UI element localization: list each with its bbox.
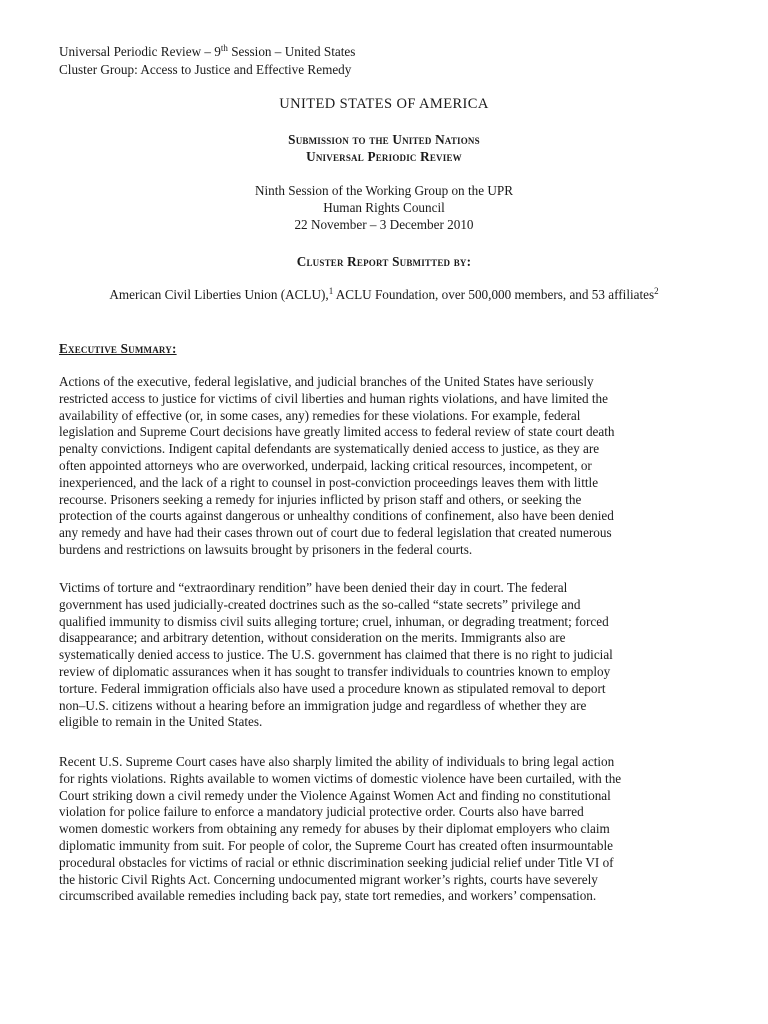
header-line-2: Cluster Group: Access to Justice and Effective Remedy: [59, 62, 352, 77]
text-line: restricted access to justice for victims of civil liberties and human rights violations, and have limited the: [59, 390, 608, 406]
text-line: the historic Civil Rights Act. Concerning undocumented migrant worker’s rights, courts have severely: [59, 871, 598, 887]
header-line-1: Universal Periodic Review – 9th Session – United States: [59, 43, 356, 59]
text-line: review of diplomatic assurances when it has sought to transfer individuals to countries known to employ: [59, 663, 611, 679]
text-line: legislation and Supreme Court decisions have greatly limited access to federal review of state court death: [59, 424, 615, 440]
footnote-ref-1[interactable]: 1: [328, 286, 334, 296]
text-line: Actions of the executive, federal legislative, and judicial branches of the United States have seriously: [59, 374, 594, 389]
paragraph-1: [59, 374, 719, 559]
text-line: Victims of torture and “extraordinary rendition” have been denied their day in court. The federal: [59, 580, 568, 595]
text-line: Recent U.S. Supreme Court cases have also sharply limited the ability of individuals to bring legal action: [59, 754, 615, 769]
paragraph-2: [59, 580, 719, 731]
session-line: 22 November – 3 December 2010: [294, 216, 474, 232]
text-line: diplomatic immunity from suit. For people of color, the Supreme Court has created often insurmountable: [59, 837, 613, 853]
paragraph-3: [59, 754, 719, 905]
text-line: qualified immunity to dismiss civil suits alleging torture; cruel, inhuman, or degrading treatment; forced: [59, 613, 609, 629]
submission-title-line-1: Submission to the United Nations: [288, 132, 480, 147]
text-line: often appointed attorneys who are overworked, underpaid, lacking critical resources, incompetent, or: [59, 457, 592, 473]
text-line: disappearance; and arbitrary detention, without consideration on the merits. Immigrants also are: [59, 630, 566, 646]
text-line: for rights violations. Rights available to women victims of domestic violence have been curtailed, with the: [59, 770, 622, 786]
text-line: inexperienced, and the lack of a right to counsel in post-conviction proceedings leaves them with little: [59, 474, 599, 490]
text-line: torture. Federal immigration officials also have used a procedure known as stipulated removal to deport: [59, 680, 606, 696]
session-line: Human Rights Council: [323, 199, 445, 215]
text-line: women domestic workers from obtaining any remedy for abuses by their diplomat employers who claim: [59, 821, 610, 837]
session-line: Ninth Session of the Working Group on the UPR: [254, 183, 514, 198]
text-line: availability of effective (or, in some cases, any) remedies for these violations. For example, federal: [59, 407, 581, 423]
text-line: penalty convictions. Indigent capital defendants are systematically denied access to justice, as they are: [59, 441, 600, 457]
text-line: eligible to remain in the United States.: [59, 714, 263, 730]
session-info: [0, 183, 768, 233]
footnote-ref-2[interactable]: 2: [654, 286, 659, 296]
cluster-report-heading: Cluster Report Submitted by:: [296, 254, 472, 269]
text-line: systematically denied access to justice. The U.S. government has claimed that there is no right to judicial: [59, 647, 613, 663]
text-line: circumscribed available remedies including back pay, state tort remedies, and workers’ compensation.: [59, 888, 597, 904]
text-line: violation for police failure to enforce a mandatory judicial protective order. Courts also have barred: [59, 804, 584, 820]
page-header: [59, 44, 355, 80]
text-line: protection of the courts against dangerous or unhealthy conditions of confinement, also have been denied: [59, 508, 614, 524]
text-line: recourse. Prisoners seeking a remedy for injuries inflicted by prison staff and others, or seeking the: [59, 491, 582, 507]
author-line: American Civil Liberties Union (ACLU),$^1$ ACLU Foundation, over 500,000 members, and 53 affiliates$^2$: [109, 286, 659, 302]
text-line: Court striking down a civil remedy under the Violence Against Women Act and finding no constitutional: [59, 787, 611, 803]
text-line: non–U.S. citizens without a hearing before an immigration judge and regardless of whether they are: [59, 697, 587, 713]
text-line: any remedy and have had their cases thrown out of court due to federal legislation that created numerous: [59, 525, 612, 541]
country-title: UNITED STATES OF AMERICA: [279, 96, 489, 112]
text-line: government has used judicially-created doctrines such as the so-called “state secrets” privilege and: [59, 596, 581, 612]
text-line: burdens and restrictions on lawsuits brought by prisoners in the federal courts.: [59, 541, 473, 557]
text-line: procedural obstacles for victims of racial or ethnic discrimination seeking judicial relief under Title VI of: [59, 854, 614, 870]
submission-title-line-2: Universal Periodic Review: [306, 149, 462, 164]
executive-summary-heading: Executive Summary:: [59, 341, 177, 356]
